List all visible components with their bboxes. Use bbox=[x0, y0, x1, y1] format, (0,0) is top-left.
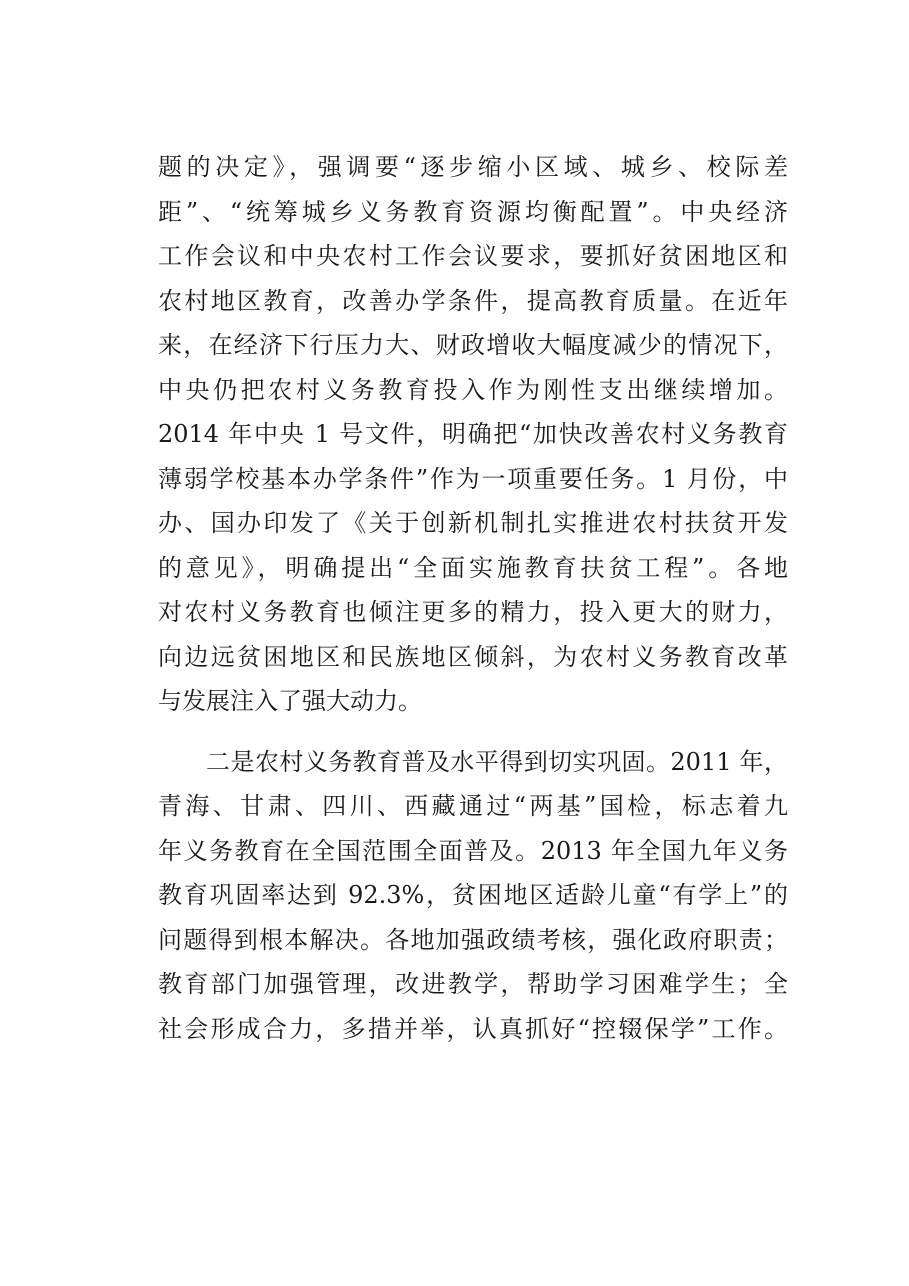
text-line: 薄弱学校基本办学条件”作为一项重要任务。1 月份，中 bbox=[158, 464, 788, 493]
text-line: 来，在经济下行压力大、财政增收大幅度减少的情况下， bbox=[158, 331, 788, 359]
text-line: 办、国办印发了《关于创新机制扎实推进农村扶贫开发 bbox=[158, 509, 788, 537]
text-line: 二是农村义务教育普及水平得到切实巩固。2011 年， bbox=[206, 747, 788, 776]
text-line: 对农村义务教育也倾注更多的精力，投入更大的财力， bbox=[158, 598, 788, 626]
text-line: 的意见》，明确提出“全面实施教育扶贫工程”。各地 bbox=[158, 553, 788, 582]
paragraph-2 bbox=[158, 740, 788, 1052]
paragraph-1 bbox=[158, 145, 788, 724]
text-line: 工作会议和中央农村工作会议要求，要抓好贫困地区和 bbox=[158, 242, 788, 270]
text-line: 中央仍把农村义务教育投入作为刚性支出继续增加。 bbox=[158, 375, 788, 404]
text-line: 距”、“统筹城乡义务教育资源均衡配置”。中央经济 bbox=[158, 197, 788, 226]
text-line: 农村地区教育，改善办学条件，提高教育质量。在近年 bbox=[158, 286, 788, 315]
text-line: 年义务教育在全国范围全面普及。2013 年全国九年义务 bbox=[158, 836, 788, 865]
document-body bbox=[158, 145, 788, 1051]
text-line: 教育巩固率达到 92.3%，贫困地区适龄儿童“有学上”的 bbox=[158, 881, 788, 909]
paragraph-spacer bbox=[158, 724, 788, 740]
text-line: 问题得到根本解决。各地加强政绩考核，强化政府职责； bbox=[158, 925, 788, 954]
text-line: 2014 年中央 1 号文件，明确把“加快改善农村义务教育 bbox=[158, 420, 788, 448]
text-line: 青海、甘肃、四川、西藏通过“两基”国检，标志着九 bbox=[158, 792, 788, 820]
text-line: 社会形成合力，多措并举，认真抓好“控辍保学”工作。 bbox=[158, 1014, 788, 1043]
text-line: 题的决定》，强调要“逐步缩小区域、城乡、校际差 bbox=[158, 153, 788, 181]
text-line: 与发展注入了强大动力。 bbox=[158, 687, 422, 715]
text-line: 教育部门加强管理，改进教学，帮助学习困难学生；全 bbox=[158, 970, 788, 998]
text-line: 向边远贫困地区和民族地区倾斜，为农村义务教育改革 bbox=[158, 642, 788, 671]
